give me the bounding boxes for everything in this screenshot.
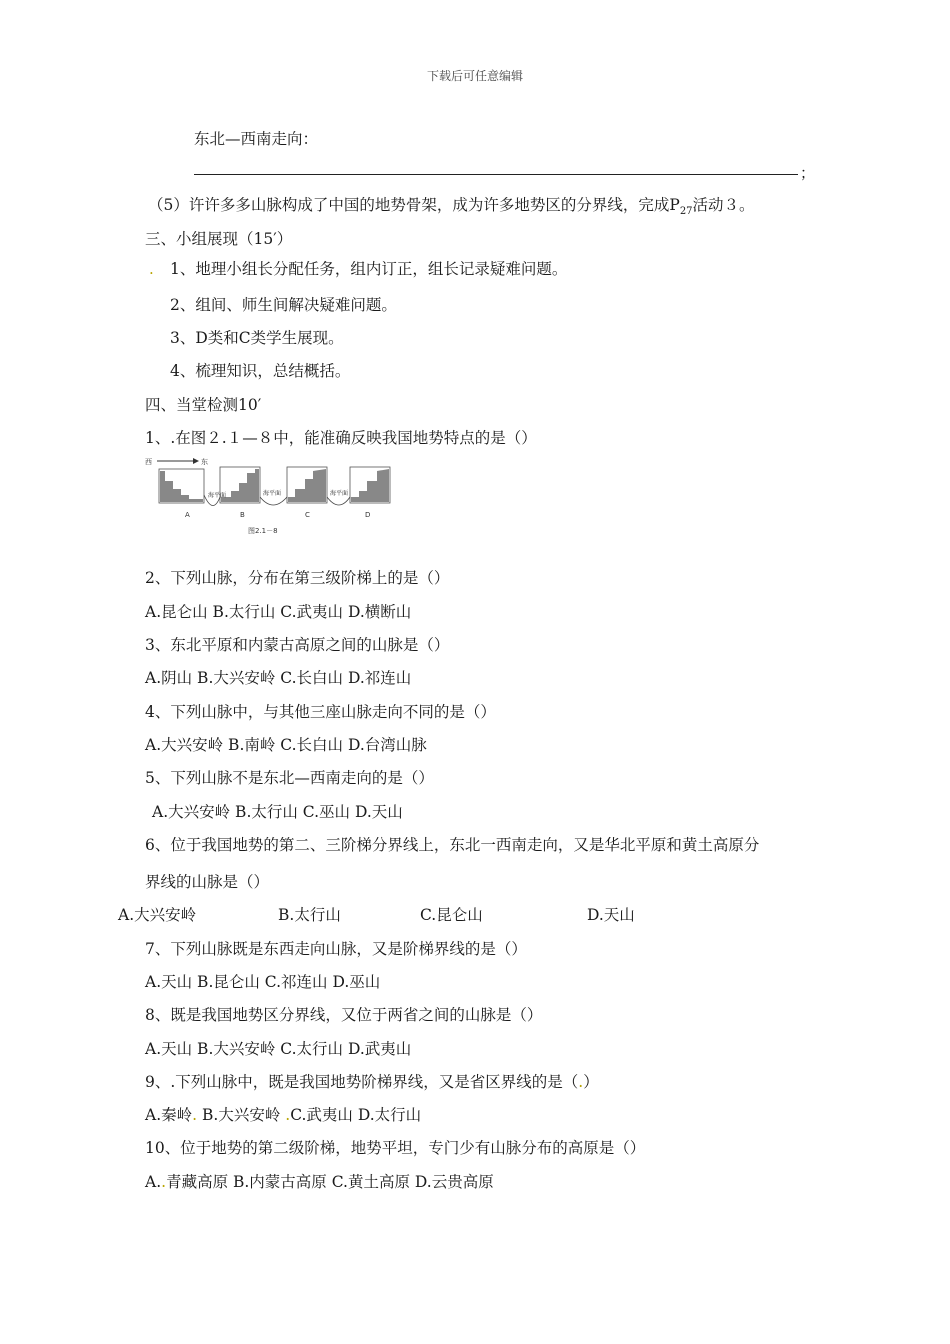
question-8-options: A.天山 B.大兴安岭 C.太行山 D.武夷山 (145, 1040, 412, 1058)
sea-level-label-3: 海平面 (330, 490, 349, 497)
question-9-dot: . (578, 1073, 584, 1091)
question-9-options (145, 1105, 421, 1125)
semicolon: ； (800, 164, 816, 182)
sea-level-label-2: 海平面 (263, 490, 282, 497)
question-10-options (145, 1172, 494, 1192)
q10-options-rest: 青藏高原 B.内蒙古高原 C.黄土高原 D.云贵高原 (166, 1173, 494, 1191)
question-6-option-c: C.昆仑山 (420, 906, 483, 924)
item-5-tail: 活动３。 (692, 196, 755, 214)
q9-option-cd: C.武夷山 D.太行山 (290, 1106, 422, 1124)
answer-blank-line (194, 174, 798, 175)
figure-west-label: 西 (145, 458, 152, 466)
profile-label-b: B (240, 511, 245, 519)
figure-arrowhead (193, 458, 199, 464)
page-header-note: 下载后可任意编辑 (426, 69, 523, 83)
q9-option-a: A.秦岭 (145, 1106, 193, 1124)
question-9-close: ） (583, 1073, 599, 1091)
profile-label-d: D (365, 511, 371, 519)
question-5: 5、下列山脉不是东北—西南走向的是（） (145, 769, 434, 787)
question-7: 7、下列山脉既是东西走向山脉，又是阶梯界线的是（） (145, 940, 527, 958)
q10-option-a-label: A. (145, 1173, 162, 1191)
question-4: 4、下列山脉中，与其他三座山脉走向不同的是（） (145, 703, 496, 721)
question-6-line-2: 界线的山脉是（） (145, 873, 270, 891)
question-6-line-1: 6、位于我国地势的第二、三阶梯分界线上，东北一西南走向，又是华北平原和黄土高原分 (145, 836, 760, 854)
item-5 (148, 195, 755, 222)
q9-dot-1: . (192, 1106, 198, 1124)
question-6-option-b: B.太行山 (278, 906, 341, 924)
profile-d (350, 467, 390, 503)
sea-level-label-1: 海平面 (208, 492, 227, 499)
question-10: 10、位于地势的第二级阶梯，地势平坦，专门少有山脉分布的高原是（） (145, 1139, 646, 1157)
stray-dot: . (149, 260, 154, 278)
question-9-text: 9、.下列山脉中，既是我国地势阶梯界线，又是省区界线的是（ (145, 1073, 579, 1091)
figure-caption: 图2.1－8 (248, 527, 278, 535)
question-5-options: A.大兴安岭 B.太行山 C.巫山 D.天山 (152, 803, 403, 821)
sec3-step-1: 1、地理小组长分配任务，组内订正，组长记录疑难问题。 (170, 260, 568, 278)
item-5-sub: 27 (679, 206, 693, 218)
terrain-profile-figure (145, 455, 393, 537)
ne-sw-label: 东北—西南走向： (194, 130, 319, 148)
question-6-option-a: A.大兴安岭 (118, 906, 197, 924)
q10-dot: . (161, 1173, 167, 1191)
question-8: 8、既是我国地势区分界线，又位于两省之间的山脉是（） (145, 1006, 543, 1024)
section-3-title: 三、小组展现（15′） (145, 230, 293, 248)
item-5-text: （5）许许多多山脉构成了中国的地势骨架，成为许多地势区的分界线，完成 (148, 196, 670, 214)
profile-label-a: A (185, 511, 190, 519)
question-4-options: A.大兴安岭 B.南岭 C.长白山 D.台湾山脉 (145, 736, 427, 754)
q9-option-b: B.大兴安岭 (202, 1106, 281, 1124)
question-1: 1、.在图２.１—８中，能准确反映我国地势特点的是（） (145, 429, 537, 447)
question-2: 2、下列山脉，分布在第三级阶梯上的是（） (145, 569, 450, 587)
curve-bc (260, 497, 287, 505)
figure-east-label: 东 (201, 458, 208, 466)
question-6-option-d: D.天山 (587, 906, 635, 924)
question-9 (145, 1072, 599, 1092)
sec3-step-3: 3、D类和C类学生展现。 (170, 329, 344, 347)
sec3-step-4: 4、梳理知识，总结概括。 (170, 362, 351, 380)
question-7-options: A.天山 B.昆仑山 C.祁连山 D.巫山 (145, 973, 381, 991)
question-3: 3、东北平原和内蒙古高原之间的山脉是（） (145, 636, 450, 654)
item-5-p: P (669, 196, 680, 214)
curve-cd (327, 497, 350, 505)
sec3-step-2: 2、组间、师生间解决疑难问题。 (170, 296, 397, 314)
profile-a (159, 469, 204, 503)
q9-dot-2: . (285, 1106, 291, 1124)
question-3-options: A.阴山 B.大兴安岭 C.长白山 D.祁连山 (145, 669, 412, 687)
profile-label-c: C (305, 511, 310, 519)
section-4-title: 四、当堂检测10′ (145, 396, 262, 414)
question-2-options: A.昆仑山 B.太行山 C.武夷山 D.横断山 (145, 603, 412, 621)
profile-c (287, 467, 327, 503)
